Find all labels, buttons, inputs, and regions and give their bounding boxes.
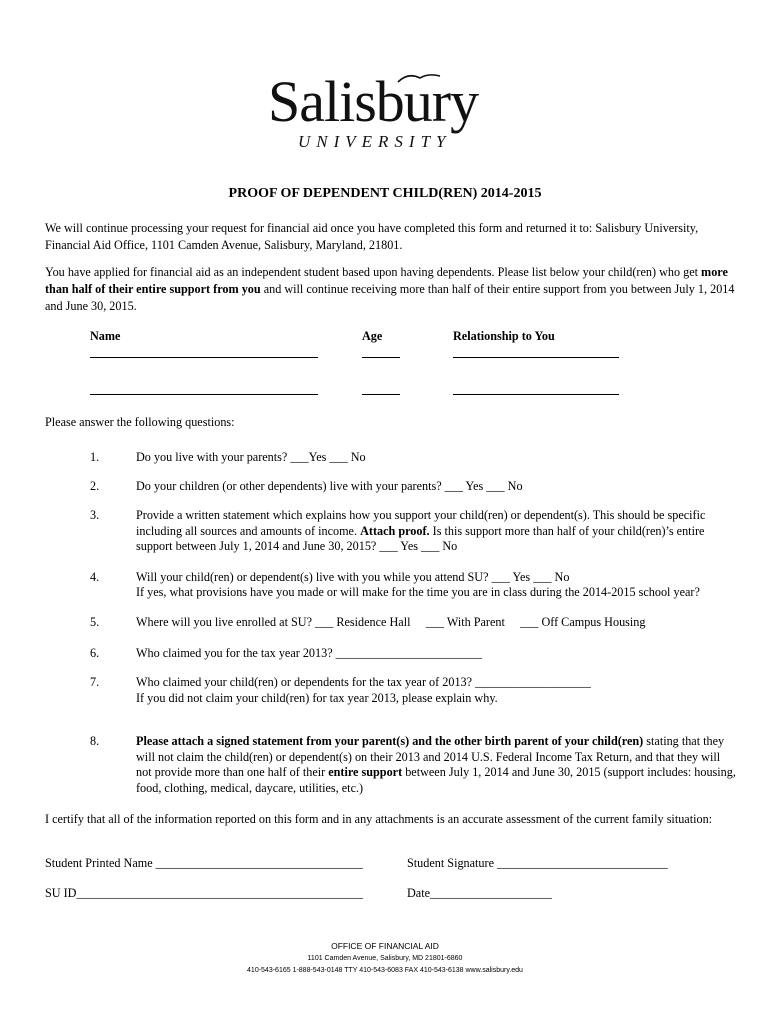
dependent-1-age-line[interactable]	[362, 357, 400, 358]
question-1-number: 1.	[90, 450, 100, 464]
dependent-2-name-line[interactable]	[90, 394, 318, 395]
question-2-text: Do your children (or other dependents) live with your parents? ___ Yes ___ No	[136, 479, 523, 493]
question-6-text: Who claimed you for the tax year 2013? ________________________	[136, 646, 482, 660]
question-1-text: Do you live with your parents? ___Yes ___ No	[136, 450, 366, 464]
question-5-number: 5.	[90, 615, 100, 629]
dependent-2-relationship-line[interactable]	[453, 394, 619, 395]
question-7-number: 7.	[90, 675, 100, 689]
question-3-post: Is this support more than half of your child(ren)’s entire support between July 1, 2014 and June 30, 2015? ___ Yes ___ No	[136, 523, 705, 553]
footer-address: 1101 Camden Avenue, Salisbury, MD 21801-6860	[307, 955, 463, 962]
question-3-bold: Attach proof.	[360, 523, 430, 538]
question-7-line-2: If you did not claim your child(ren) for tax year 2013, please explain why.	[136, 691, 498, 705]
header-relationship: Relationship to You	[453, 329, 555, 343]
logo-subtitle: UNIVERSITY	[298, 132, 452, 151]
question-3-pre: Provide a written statement which explains how you support your child(ren) or dependent(s). This should be specific including all sources and amounts of income.	[136, 508, 706, 538]
footer-phones: 410-543-6165 1-888-543-0148 TTY 410-543-6083 FAX 410-543-6138 www.salisbury.edu	[247, 967, 523, 974]
question-8-number: 8.	[90, 734, 100, 748]
student-printed-name-field[interactable]: Student Printed Name __________________________________	[45, 856, 363, 870]
footer-office: OFFICE OF FINANCIAL AID	[331, 941, 439, 951]
applied-text-bold: more than half of their entire support from you	[45, 265, 728, 296]
question-8-bold-2: entire support	[328, 765, 403, 779]
question-4-number: 4.	[90, 570, 100, 584]
header-age: Age	[362, 329, 383, 343]
question-5-text: Where will you live enrolled at SU? ___ Residence Hall ___ With Parent ___ Off Campus Housing	[136, 615, 646, 629]
question-4-line-1: Will your child(ren) or dependent(s) live with you while you attend SU? ___ Yes ___ No	[136, 570, 570, 584]
question-6-number: 6.	[90, 646, 100, 660]
salisbury-university-logo	[268, 70, 508, 160]
questions-intro: Please answer the following questions:	[45, 415, 235, 429]
dependent-1-name-line[interactable]	[90, 357, 318, 358]
question-8-post: between July 1, 2014 and June 30, 2015 (support includes: housing, food, clothing, medical, daycare, utilities, etc.)	[136, 765, 736, 795]
applied-paragraph	[45, 264, 735, 315]
header-name: Name	[90, 329, 121, 343]
intro-paragraph: We will continue processing your request for financial aid once you have completed this form and returned it to: Salisbury University, Financial Aid Office, 1101 Camden Avenue, Salisbury, Maryland, 21801.	[45, 221, 699, 252]
question-4-line-2: If yes, what provisions have you made or will make for the time you are in class during the 2014-2015 school year?	[136, 585, 700, 599]
dependent-1-relationship-line[interactable]	[453, 357, 619, 358]
date-field[interactable]: Date____________________	[407, 886, 552, 900]
question-8-text	[136, 734, 736, 796]
question-3-number: 3.	[90, 508, 100, 522]
question-8-mid: stating that they will not claim the child(ren) or dependent(s) on their 2013 and 2014 U.S. Federal Income Tax Return, and that they will not provide more than one half of their	[136, 734, 725, 779]
certify-statement: I certify that all of the information reported on this form and in any attachments is an accurate assessment of the current family situation:	[45, 812, 713, 826]
question-2-number: 2.	[90, 479, 100, 493]
logo-wordmark: Salisbury	[268, 69, 479, 134]
applied-text-2: and will continue receiving more than half of their entire support from you between July 1, 2014 and June 30, 2015.	[45, 282, 735, 313]
applied-text-1: You have applied for financial aid as an independent student based upon having dependents. Please list below your child(ren) who get	[45, 265, 702, 279]
question-3-text	[136, 508, 736, 555]
question-8-bold-1: Please attach a signed statement from your parent(s) and the other birth parent of your child(ren)	[136, 734, 644, 748]
student-signature-field[interactable]: Student Signature ____________________________	[407, 856, 668, 870]
form-title: PROOF OF DEPENDENT CHILD(REN) 2014-2015	[228, 186, 542, 201]
question-7-line-1: Who claimed your child(ren) or dependents for the tax year of 2013? ___________________	[136, 675, 591, 689]
dependent-2-age-line[interactable]	[362, 394, 400, 395]
su-id-field[interactable]: SU ID_______________________________________________	[45, 886, 363, 900]
